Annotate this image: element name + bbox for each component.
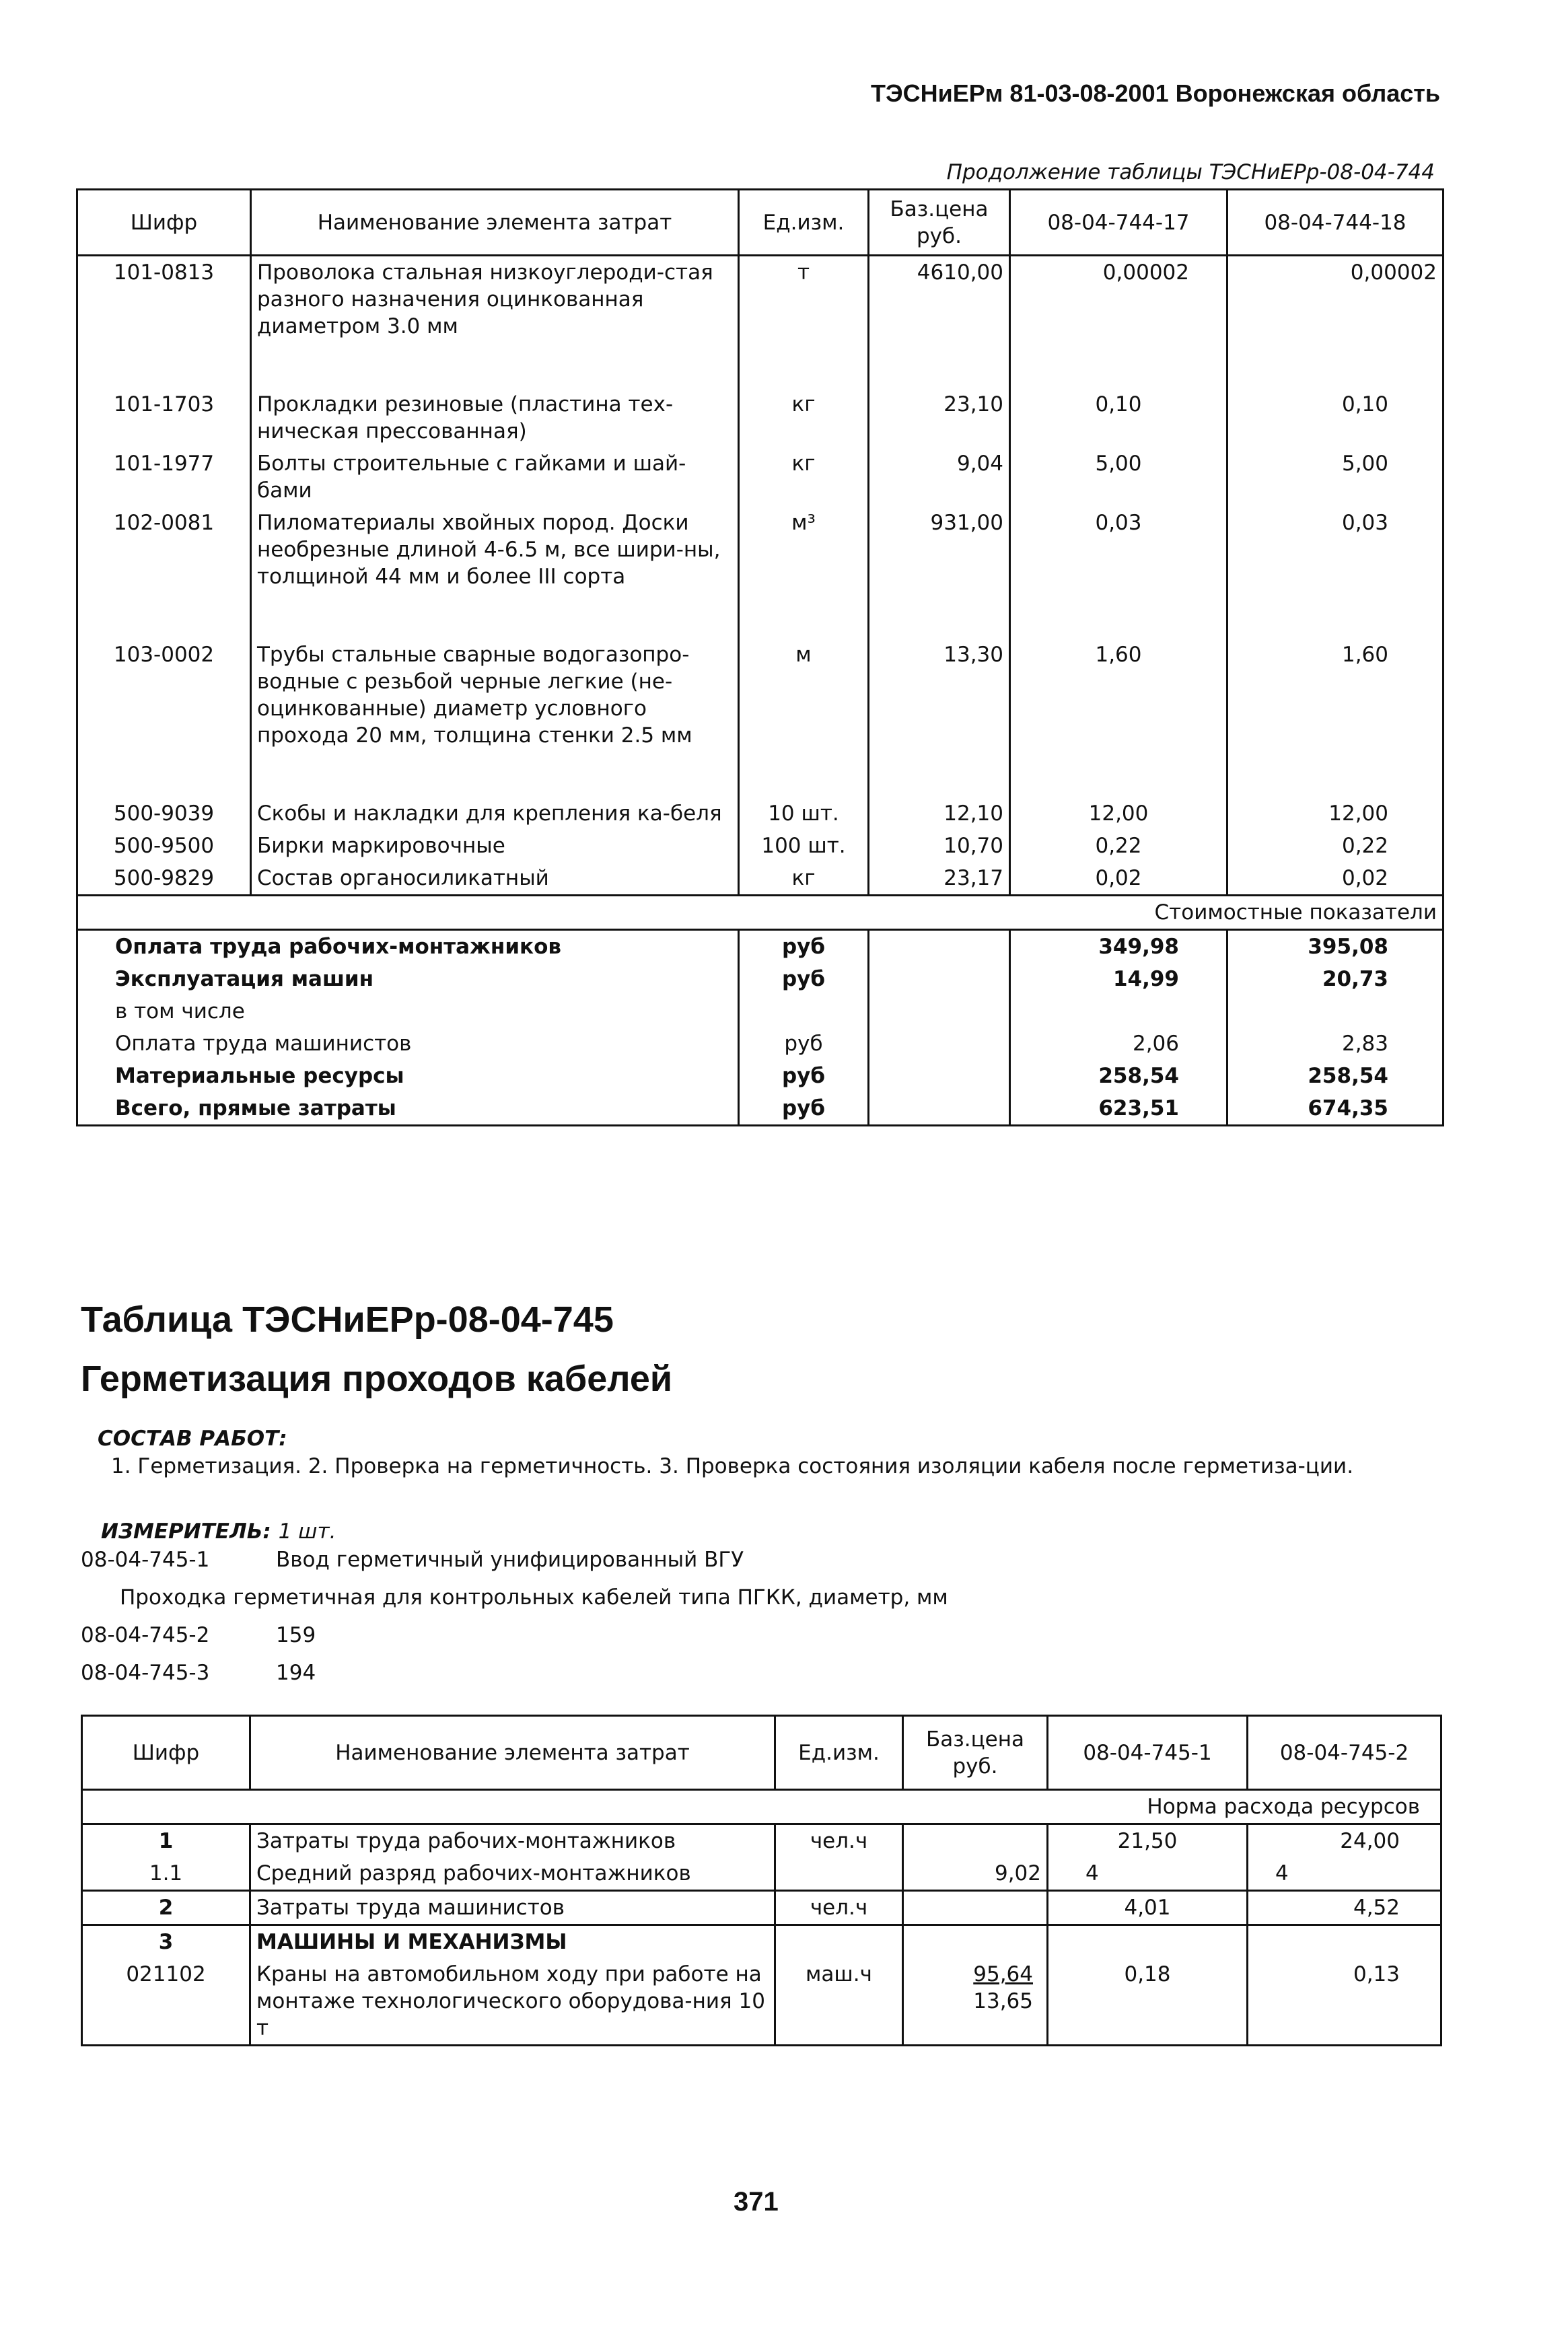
col-price-header: Баз.цена руб.	[869, 190, 1010, 256]
table-row	[77, 862, 1444, 896]
row-code: 101-1703	[77, 388, 251, 447]
table-row	[77, 256, 1444, 343]
row-value-2: 0,00002	[1227, 256, 1444, 343]
row-name: Трубы стальные сварные водогазопро-водные с резьбой черные легкие (не-оцинкованные) диаметр условного прохода 20 мм, толщина стенки 2.5 мм	[251, 639, 739, 752]
row-name: Затраты труда рабочих-монтажников	[250, 1824, 775, 1858]
col-744-18-header: 08-04-744-18	[1227, 190, 1444, 256]
item-line	[81, 1623, 316, 1647]
col-code-header: Шифр	[77, 190, 251, 256]
table-row	[82, 1925, 1441, 1959]
row-code: 021102	[82, 1958, 250, 2046]
row-name: Состав органосиликатный	[251, 862, 739, 896]
row-unit: т	[739, 256, 869, 343]
row-value-2: 0,03	[1227, 507, 1444, 593]
summary-value-2	[1227, 995, 1444, 1028]
row-code: 1	[82, 1824, 250, 1858]
summary-label: Оплата труда рабочих-монтажников	[77, 930, 739, 964]
table-row	[77, 830, 1444, 862]
row-value-2: 24,00	[1248, 1824, 1441, 1858]
table-row	[82, 1857, 1441, 1891]
row-value-1: 1,60	[1010, 639, 1227, 752]
col-name-header: Наименование элемента затрат	[251, 190, 739, 256]
item-line	[81, 1548, 744, 1572]
summary-value-1: 349,98	[1010, 930, 1227, 964]
meter-label: ИЗМЕРИТЕЛЬ:	[101, 1519, 271, 1544]
row-unit: чел.ч	[775, 1891, 903, 1925]
row-value-1: 4,01	[1048, 1891, 1248, 1925]
summary-label: в том числе	[77, 995, 739, 1028]
works-label: СОСТАВ РАБОТ:	[98, 1427, 287, 1451]
row-unit	[775, 1857, 903, 1891]
row-name: Краны на автомобильном ходу при работе на монтаже технологического оборудова-ния 10 т	[250, 1958, 775, 2046]
row-unit: маш.ч	[775, 1958, 903, 2046]
row-value-1: 0,22	[1010, 830, 1227, 862]
row-unit: кг	[739, 862, 869, 896]
table-row	[82, 1958, 1441, 2046]
col-unit-header: Ед.изм.	[739, 190, 869, 256]
item-code: 08-04-745-3	[81, 1661, 210, 1685]
cost-indicators-band	[77, 896, 1444, 930]
row-price: 931,00	[869, 507, 1010, 593]
row-code: 2	[82, 1891, 250, 1925]
summary-unit	[739, 995, 869, 1028]
col-code-header: Шифр	[82, 1716, 250, 1790]
summary-unit: руб	[739, 963, 869, 995]
col-price-header: Баз.цена руб.	[903, 1716, 1048, 1790]
item-code: 08-04-745-2	[81, 1623, 210, 1647]
row-unit: кг	[739, 388, 869, 447]
row-name: Затраты труда машинистов	[250, 1891, 775, 1925]
summary-unit: руб	[739, 930, 869, 964]
row-value-1: 21,50	[1048, 1824, 1248, 1858]
row-value-2: 4,52	[1248, 1891, 1441, 1925]
resource-table-744	[76, 188, 1444, 1126]
band-label: Стоимостные показатели	[77, 896, 1444, 930]
row-unit: чел.ч	[775, 1824, 903, 1858]
row-price	[903, 1958, 1048, 2046]
meter-value: 1 шт.	[278, 1519, 336, 1544]
summary-value-2: 395,08	[1227, 930, 1444, 964]
table-row	[77, 797, 1444, 830]
table-row	[77, 639, 1444, 752]
table-row	[82, 1824, 1441, 1858]
row-price: 9,02	[903, 1857, 1048, 1891]
summary-row	[77, 995, 1444, 1028]
row-name: Проволока стальная низкоуглероди-стая разного назначения оцинкованная диаметром 3.0 мм	[251, 256, 739, 343]
row-name: МАШИНЫ И МЕХАНИЗМЫ	[250, 1925, 775, 1959]
row-unit: 100 шт.	[739, 830, 869, 862]
row-value-2	[1248, 1925, 1441, 1959]
summary-row	[77, 963, 1444, 995]
table-row	[82, 1891, 1441, 1925]
col-745-2-header: 08-04-745-2	[1248, 1716, 1441, 1790]
price-machinist: 13,65	[973, 1989, 1033, 2013]
row-unit: кг	[739, 447, 869, 507]
resource-norm-band	[82, 1790, 1441, 1824]
summary-value-1: 2,06	[1010, 1028, 1227, 1060]
price-main: 95,64	[973, 1962, 1033, 1986]
row-value-1: 12,00	[1010, 797, 1227, 830]
row-value-1: 0,18	[1048, 1958, 1248, 2046]
row-price: 13,30	[869, 639, 1010, 752]
summary-value-2: 2,83	[1227, 1028, 1444, 1060]
col-unit-header: Ед.изм.	[775, 1716, 903, 1790]
item-text: 159	[276, 1623, 316, 1647]
row-name: Средний разряд рабочих-монтажников	[250, 1857, 775, 1891]
row-code: 500-9829	[77, 862, 251, 896]
row-name: Пиломатериалы хвойных пород. Доски необрезные длиной 4-6.5 м, все шири-ны, толщиной 44 мм и более III сорта	[251, 507, 739, 593]
row-price	[903, 1891, 1048, 1925]
row-price	[903, 1824, 1048, 1858]
summary-value-1: 14,99	[1010, 963, 1227, 995]
row-code: 101-1977	[77, 447, 251, 507]
table-header-row	[77, 190, 1444, 256]
row-code: 3	[82, 1925, 250, 1959]
row-price: 23,10	[869, 388, 1010, 447]
summary-row	[77, 1060, 1444, 1092]
table-row	[77, 388, 1444, 447]
row-value-1: 0,02	[1010, 862, 1227, 896]
col-744-17-header: 08-04-744-17	[1010, 190, 1227, 256]
row-price: 10,70	[869, 830, 1010, 862]
row-price: 12,10	[869, 797, 1010, 830]
row-price: 4610,00	[869, 256, 1010, 343]
subgroup-line: Проходка герметичная для контрольных кабелей типа ПГКК, диаметр, мм	[120, 1585, 948, 1610]
row-price: 9,04	[869, 447, 1010, 507]
row-value-1	[1048, 1925, 1248, 1959]
page-number: 371	[734, 2187, 779, 2217]
row-code: 1.1	[82, 1857, 250, 1891]
row-unit: м³	[739, 507, 869, 593]
row-name: Болты строительные с гайками и шай-бами	[251, 447, 739, 507]
section-title: Таблица ТЭСНиЕРр-08-04-745	[81, 1299, 614, 1340]
row-value-1: 5,00	[1010, 447, 1227, 507]
summary-unit: руб	[739, 1028, 869, 1060]
summary-label: Всего, прямые затраты	[77, 1092, 739, 1126]
row-value-2: 1,60	[1227, 639, 1444, 752]
row-unit	[775, 1925, 903, 1959]
band-label: Норма расхода ресурсов	[82, 1790, 1441, 1824]
row-code: 101-0813	[77, 256, 251, 343]
summary-unit: руб	[739, 1092, 869, 1126]
row-code: 102-0081	[77, 507, 251, 593]
works-text: 1. Герметизация. 2. Проверка на герметичность. 3. Проверка состояния изоляции кабеля после герметиза-ции.	[111, 1454, 1354, 1478]
summary-label: Эксплуатация машин	[77, 963, 739, 995]
running-header: ТЭСНиЕРм 81-03-08-2001 Воронежская область	[871, 79, 1440, 107]
row-value-2: 0,13	[1248, 1958, 1441, 2046]
row-code: 500-9500	[77, 830, 251, 862]
row-value-2: 0,22	[1227, 830, 1444, 862]
col-name-header: Наименование элемента затрат	[250, 1716, 775, 1790]
table-header-row	[82, 1716, 1441, 1790]
row-price: 23,17	[869, 862, 1010, 896]
col-745-1-header: 08-04-745-1	[1048, 1716, 1248, 1790]
row-value-1: 0,03	[1010, 507, 1227, 593]
summary-label: Материальные ресурсы	[77, 1060, 739, 1092]
row-price	[903, 1925, 1048, 1959]
row-value-2: 0,02	[1227, 862, 1444, 896]
row-value-1: 0,00002	[1010, 256, 1227, 343]
row-unit: 10 шт.	[739, 797, 869, 830]
summary-value-2: 674,35	[1227, 1092, 1444, 1126]
row-name: Скобы и накладки для крепления ка-беля	[251, 797, 739, 830]
summary-row	[77, 1028, 1444, 1060]
row-value-1: 4	[1048, 1857, 1248, 1891]
summary-label: Оплата труда машинистов	[77, 1028, 739, 1060]
table-row	[77, 447, 1444, 507]
section-subtitle: Герметизация проходов кабелей	[81, 1359, 673, 1399]
item-code: 08-04-745-1	[81, 1548, 210, 1572]
summary-value-2: 258,54	[1227, 1060, 1444, 1092]
summary-value-1	[1010, 995, 1227, 1028]
row-code: 500-9039	[77, 797, 251, 830]
row-unit: м	[739, 639, 869, 752]
row-name: Бирки маркировочные	[251, 830, 739, 862]
table-row	[77, 507, 1444, 593]
summary-row	[77, 1092, 1444, 1126]
item-text: Ввод герметичный унифицированный ВГУ	[276, 1548, 744, 1572]
meter-line	[101, 1519, 336, 1544]
item-line	[81, 1661, 316, 1685]
summary-value-1: 258,54	[1010, 1060, 1227, 1092]
item-text: 194	[276, 1661, 316, 1685]
summary-value-1: 623,51	[1010, 1092, 1227, 1126]
row-value-2: 4	[1248, 1857, 1441, 1891]
row-value-2: 5,00	[1227, 447, 1444, 507]
row-value-2: 12,00	[1227, 797, 1444, 830]
row-value-2: 0,10	[1227, 388, 1444, 447]
summary-unit: руб	[739, 1060, 869, 1092]
resource-table-745	[81, 1715, 1442, 2046]
row-code: 103-0002	[77, 639, 251, 752]
row-name: Прокладки резиновые (пластина тех-ническая прессованная)	[251, 388, 739, 447]
row-value-1: 0,10	[1010, 388, 1227, 447]
summary-value-2: 20,73	[1227, 963, 1444, 995]
summary-row	[77, 930, 1444, 964]
table-continuation-caption: Продолжение таблицы ТЭСНиЕРр-08-04-744	[946, 160, 1435, 184]
